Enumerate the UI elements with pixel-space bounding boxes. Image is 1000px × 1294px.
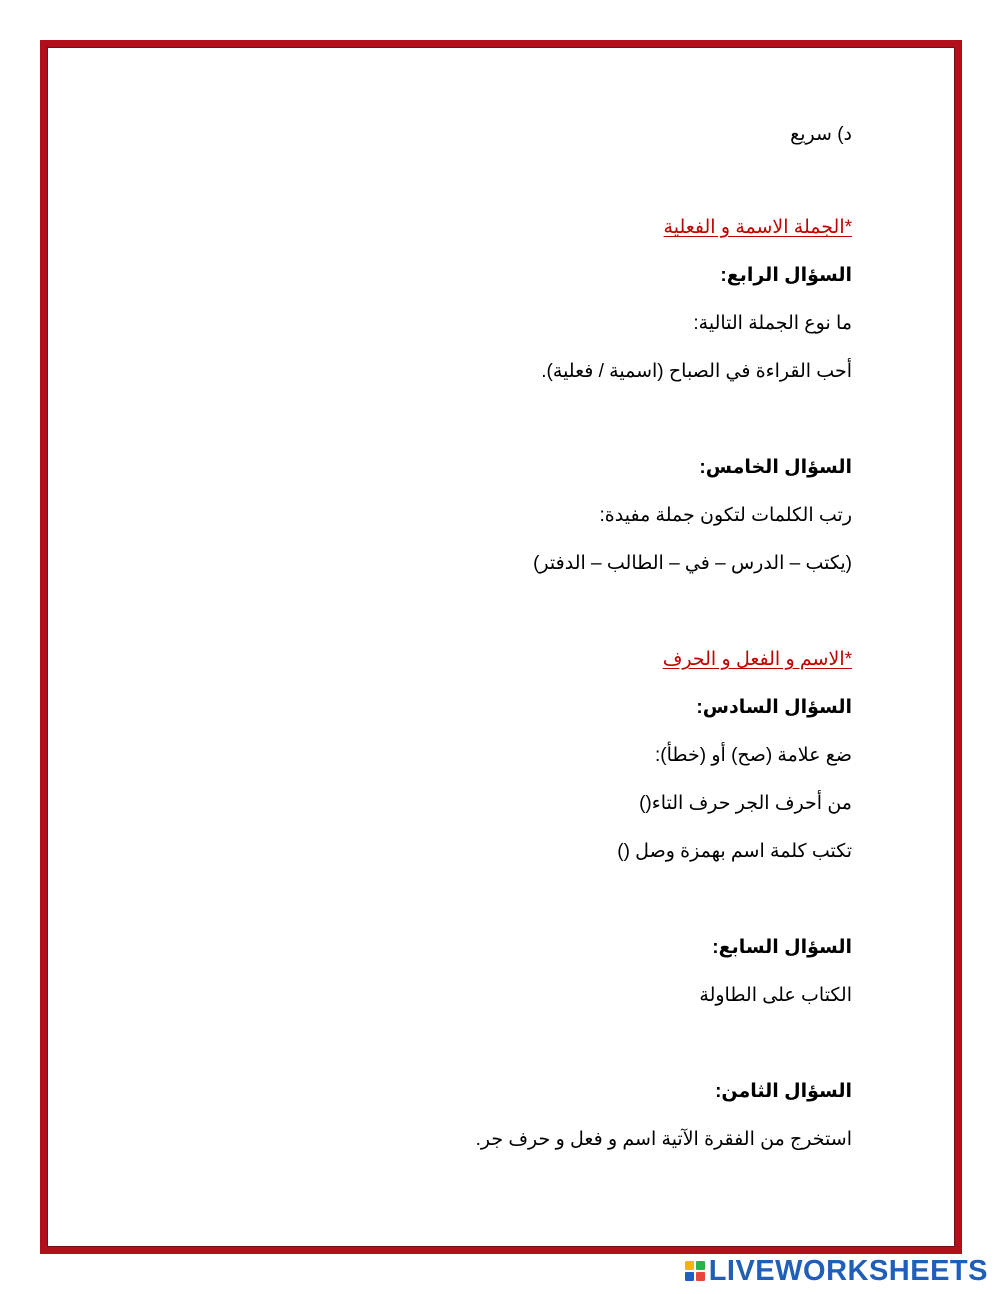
question-4-title: السؤال الرابع: [720,265,852,286]
question-8-title: السؤال الثامن: [715,1081,852,1102]
section-heading-noun-verb-letter: *الاسم و الفعل و الحرف [662,649,852,670]
question-8-prompt: استخرج من الفقرة الآتية اسم و فعل و حرف جر. [475,1129,852,1150]
option-d: د) سريع [790,124,852,145]
liveworksheets-grid-icon [685,1261,705,1281]
question-5-words: (يكتب – الدرس – في – الطالب – الدفتر) [533,553,852,574]
section-heading-sentence-types: *الجملة الاسمة و الفعلية [663,217,852,238]
question-4-sentence: أحب القراءة في الصباح (اسمية / فعلية). [541,361,852,382]
logo-square-4 [696,1272,705,1281]
question-6-item-1[interactable]: من أحرف الجر حرف التاء() [639,793,852,814]
question-5-title: السؤال الخامس: [699,457,852,478]
question-6-prompt: ضع علامة (صح) أو (خطأ): [655,745,852,766]
question-7-text: الكتاب على الطاولة [699,985,852,1006]
question-6-item-2[interactable]: تكتب كلمة اسم بهمزة وصل () [617,841,852,862]
question-6-title: السؤال السادس: [696,697,852,718]
question-5-prompt: رتب الكلمات لتكون جملة مفيدة: [599,505,852,526]
logo-square-1 [685,1261,694,1270]
liveworksheets-logo [685,1255,988,1287]
logo-square-3 [685,1272,694,1281]
logo-square-2 [696,1261,705,1270]
question-4-prompt: ما نوع الجملة التالية: [693,313,852,334]
question-7-title: السؤال السابع: [712,937,852,958]
brand-name: LIVEWORKSHEETS [708,1254,988,1287]
